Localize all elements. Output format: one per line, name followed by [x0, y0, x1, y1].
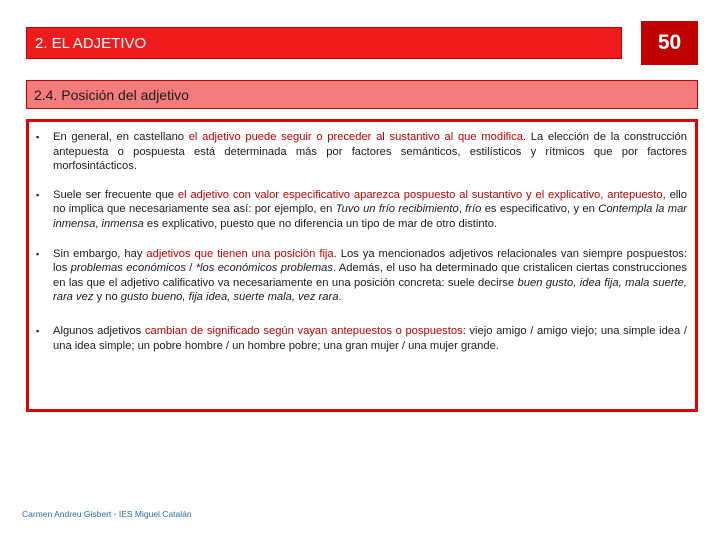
- highlighted-text: adjetivos que tienen una posición fija: [146, 247, 334, 260]
- section-title-bar: [26, 27, 622, 59]
- body-text: ,: [458, 203, 466, 216]
- bullet-item: [33, 188, 687, 232]
- example-text: frío: [465, 203, 482, 216]
- bullet-dot-icon: ▪: [36, 189, 40, 200]
- highlighted-text: cambian de significado según vayan antepuestos o pospuestos: [144, 324, 463, 337]
- body-text: Sin embargo, hay: [53, 247, 147, 260]
- bullet-dot-icon: ▪: [36, 325, 40, 336]
- bullet-dot-icon: ▪: [36, 132, 40, 142]
- body-text: . La elección de la construcción antepuesta o pospuesta está determinada más por factores semánticos, estilísticos y rítmicos que por factores morfosintácticos.: [53, 131, 687, 173]
- bullet-item: [33, 247, 687, 305]
- bullet-dot-icon: ▪: [36, 248, 40, 259]
- body-text: .: [338, 291, 342, 304]
- example-text: Contempla la mar inmensa: [53, 203, 688, 230]
- body-text: : viejo amigo / amigo viejo; una simple idea / una idea simple; un pobre hombre / un hombre pobre; una gran mujer / una mujer grande.: [53, 324, 687, 352]
- example-text: Tuvo un frío recibimiento: [335, 203, 459, 216]
- body-text: , ello no implica que necesariamente sea así: por ejemplo, en: [53, 188, 687, 216]
- example-text: *los económicos problemas: [195, 262, 333, 275]
- body-text: es especificativo, y en: [481, 203, 599, 216]
- body-text: ,: [95, 217, 102, 230]
- body-text: Suele ser frecuente que: [53, 188, 178, 201]
- body-text: y no: [93, 291, 121, 304]
- example-text: gusto bueno, fija idea, suerte mala, vez rara: [120, 291, 339, 304]
- subtitle: 2.4. Posición del adjetivo: [34, 87, 189, 103]
- page-number-box: [641, 21, 698, 65]
- body-text: . Los ya mencionados adjetivos relacionales van siempre pospuestos: los: [53, 247, 688, 275]
- body-text: es explicativo, puesto que no diferencia un tipo de mar de otro distinto.: [143, 217, 498, 230]
- footer-author: Carmen Andreu Gisbert - IES Miguel Catalán: [22, 509, 192, 519]
- body-text: /: [185, 262, 196, 275]
- body-text: En general, en castellano: [53, 131, 189, 143]
- subtitle-bar: [26, 80, 698, 109]
- body-text: Algunos adjetivos: [53, 324, 145, 337]
- section-title: 2. EL ADJETIVO: [35, 35, 147, 52]
- example-text: problemas económicos: [70, 262, 186, 275]
- highlighted-text: el adjetivo puede seguir o preceder al sustantivo al que modifica: [188, 131, 523, 143]
- page-number: 50: [657, 31, 682, 54]
- example-text: inmensa: [101, 217, 144, 230]
- highlighted-text: el adjetivo con valor especificativo aparezca pospuesto al sustantivo y el explicativo, antepuesto: [177, 188, 663, 201]
- bullet-list: [33, 130, 687, 353]
- body-text: . Además, el uso ha determinado que cristalicen ciertas construcciones en las que el adjetivo calificativo va necesariamente en una posición concreta: suele decirse: [53, 262, 687, 289]
- content-box: [26, 119, 698, 412]
- bullet-item: [33, 324, 687, 353]
- example-text: buen gusto, idea fija, mala suerte, rara vez: [53, 276, 687, 304]
- bullet-item: [33, 130, 687, 174]
